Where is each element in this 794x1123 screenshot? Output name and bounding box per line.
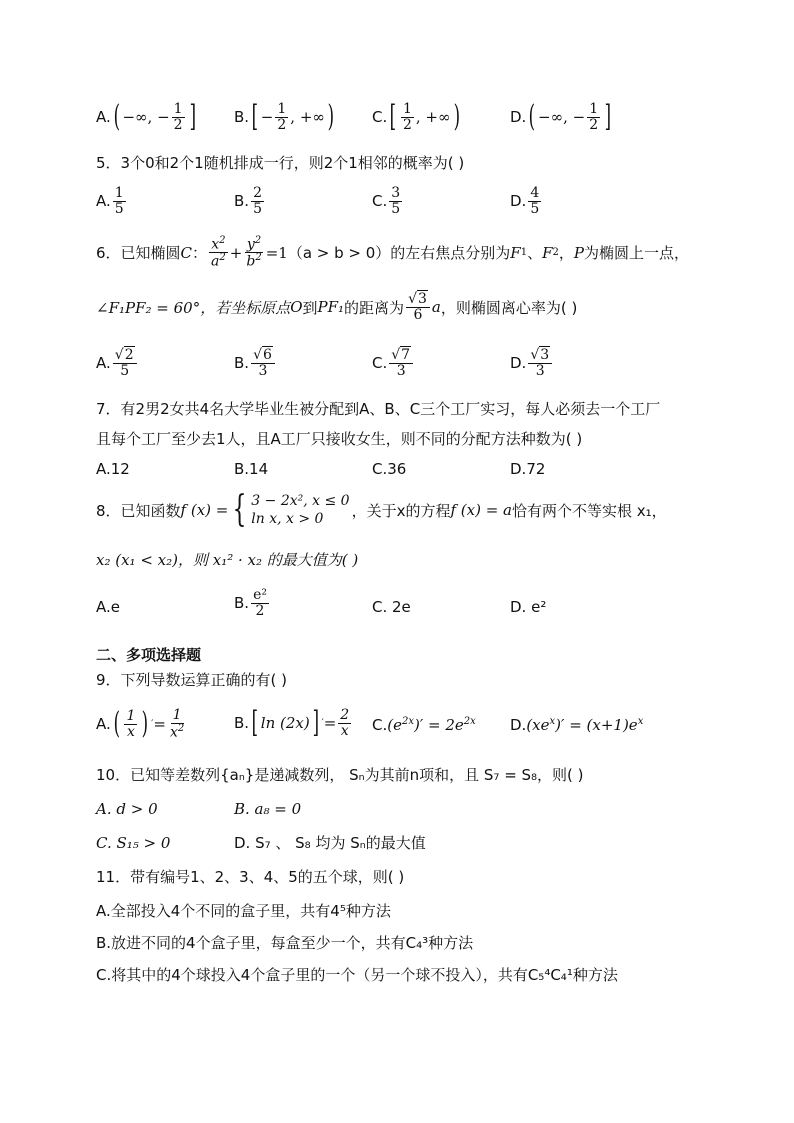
q4-option-b: B. [ − $\frac{1}{2}$ , +∞ ) xyxy=(234,99,334,135)
q11-option-c: C.将其中的4个球投入4个盒子里的一个（另一个球不投入），共有C₅⁴C₄¹种方法 xyxy=(96,966,618,984)
q7-stem-line1: 7．有2男2女共4名大学毕业生被分配到A、B、C三个工厂实习，每人必须去一个工厂 xyxy=(96,400,661,418)
q11-option-b: B.放进不同的4个盒子里，每盒至少一个，共有C₄³种方法 xyxy=(96,934,474,952)
q10-option-c: C. S₁₅ > 0 xyxy=(96,834,171,852)
q11-stem: 11．带有编号1、2、3、4、5的五个球，则( ) xyxy=(96,868,405,886)
q9-option-b: B. [ ln (2x) ] ′ = $\frac{2}{x}$ xyxy=(234,705,350,741)
q7-option-c: C.36 xyxy=(372,460,407,478)
q6-option-a: A. $\frac{√2}{5}$ xyxy=(96,348,139,378)
q8-option-a: A.e xyxy=(96,598,120,616)
q6-option-b: B. $\frac{√6}{3}$ xyxy=(234,348,277,378)
q10-option-d: D. S₇ 、 S₈ 均为 Sₙ的最大值 xyxy=(234,834,426,852)
q6-option-d: D. $\frac{√3}{3}$ xyxy=(510,348,554,378)
q6-option-c: C. $\frac{√7}{3}$ xyxy=(372,348,415,378)
q7-option-a: A.12 xyxy=(96,460,130,478)
q9-stem: 9．下列导数运算正确的有( ) xyxy=(96,671,288,689)
q8-stem-line1: 8．已知函数 f (x) = { 3 − 2x², x ≤ 0 ln x, x > 0 ，关于x的方程 f (x) = a 恰有两个不等实根 x₁， xyxy=(96,489,667,531)
q8-option-b: B. $\frac{\text{e²}}{2}$ xyxy=(234,587,267,619)
q8-stem-line2: x₂ (x₁ < x₂)，则 x₁² · x₂ 的最大值为( ) xyxy=(96,551,359,569)
q9-option-d: D. $(xe^x)' = (x+1)e^x$ xyxy=(510,716,644,734)
q4-option-d: D. ( −∞, − $\frac{1}{2}$ ] xyxy=(510,99,612,135)
q5-stem: 5．3个0和2个1随机排成一行，则2个1相邻的概率为( ) xyxy=(96,154,465,172)
q9-option-c: C. $(e^{2x})' = 2e^{2x}$ xyxy=(372,716,476,734)
q7-option-d: D.72 xyxy=(510,460,546,478)
q7-stem-line2: 且每个工厂至少去1人，且A工厂只接收女生，则不同的分配方法种数为( ) xyxy=(96,430,583,448)
q10-option-a: A. d > 0 xyxy=(96,800,158,818)
q7-option-b: B.14 xyxy=(234,460,269,478)
q5-option-c: C. $\frac{3}{5}$ xyxy=(372,185,401,217)
q6-stem-line1: 6．已知椭圆 C ： $\frac{x^2}{a^2}$ + $\frac{y^2}{b^2}$ =1 （a > b > 0）的左右焦点分别为 F 1 、 F 2 ， P 为椭圆上一点， xyxy=(96,235,690,270)
q6-stem-line2: ∠F₁PF₂ = 60°，若坐标原点 O 到 PF₁ 的距离为 $\frac{√3}{6}$ a ，则椭圆离心率为( ) xyxy=(96,291,578,323)
q5-option-d: D. $\frac{4}{5}$ xyxy=(510,185,540,217)
q8-option-c: C. 2e xyxy=(372,598,411,616)
q5-option-a: A. $\frac{1}{5}$ xyxy=(96,185,124,217)
q9-option-a: A. ( $\frac{1}{x}$ ) ′ = $\frac{1}{x^2}$ xyxy=(96,706,185,742)
q8-option-d: D. e² xyxy=(510,598,547,616)
q5-option-b: B. $\frac{2}{5}$ xyxy=(234,185,262,217)
q10-stem: 10．已知等差数列{aₙ}是递减数列， Sₙ为其前n项和，且 S₇ = S₈，则( ) xyxy=(96,766,584,784)
section-heading: 二、多项选择题 xyxy=(96,646,202,664)
q11-option-a: A.全部投入4个不同的盒子里，共有4⁵种方法 xyxy=(96,902,391,920)
q10-option-b: B. a₈ = 0 xyxy=(234,800,302,818)
q4-option-c: C. [ $\frac{1}{2}$ , +∞ ) xyxy=(372,99,460,135)
q4-option-a: A. ( −∞, − $\frac{1}{2}$ ] xyxy=(96,99,196,135)
